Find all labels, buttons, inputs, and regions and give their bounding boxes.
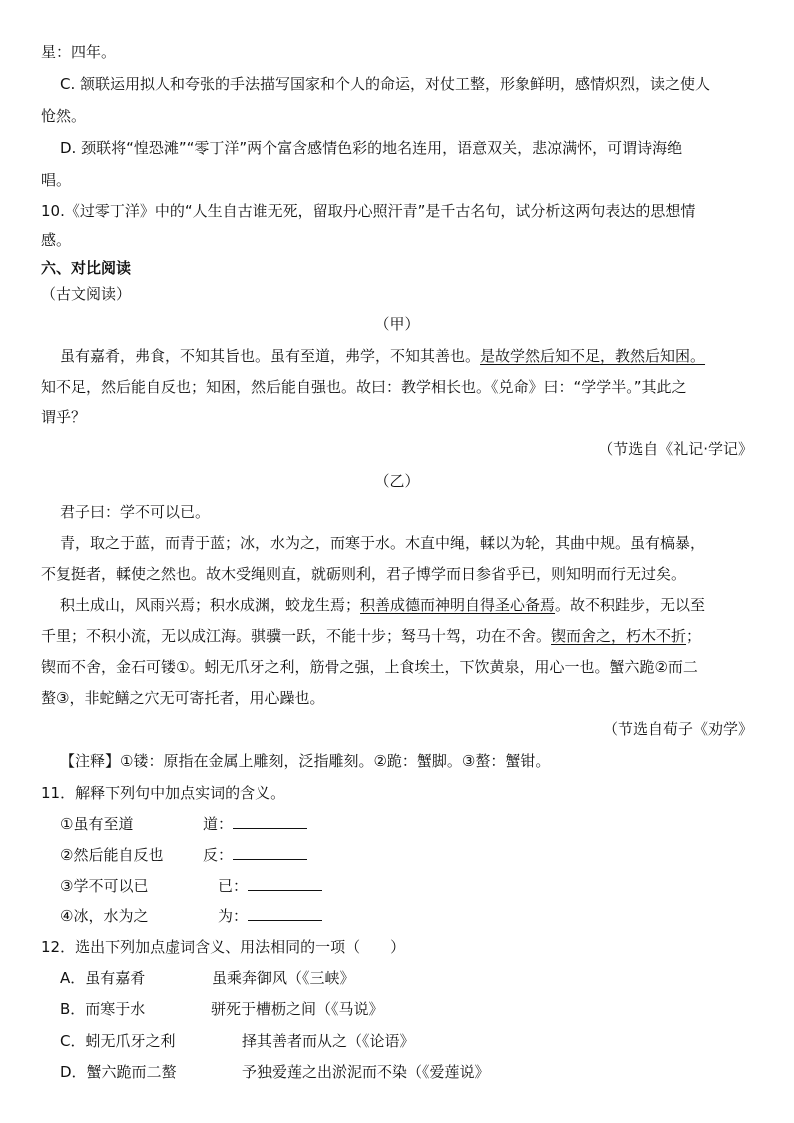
passage-b-underlined-sentence-2: 锲而舍之，朽木不折 bbox=[551, 627, 687, 645]
passage-a-heading: （甲） bbox=[374, 315, 420, 333]
passage-b-para1: 君子曰：学不可以已。 bbox=[60, 503, 211, 521]
q12-title: 12．选出下列加点虚词含义、用法相同的一项（ ） bbox=[41, 938, 406, 956]
section-subtitle: （古文阅读） bbox=[41, 285, 132, 303]
passage-b-para3-line3: 锲而不舍，金石可镂①。蚓无爪牙之利，筋骨之强，上食埃土，下饮黄泉，用心一也。蟹六跪②而二 bbox=[41, 658, 698, 676]
q9-option-c-line2: 怆然。 bbox=[41, 107, 87, 125]
q11-item-2-answer bbox=[203, 845, 307, 865]
q11-item-2-blank[interactable] bbox=[233, 845, 307, 860]
q12-option-b-label[interactable]: B．而寒于水 bbox=[60, 1000, 146, 1018]
q12-option-a-label[interactable]: A．虽有嘉肴 bbox=[60, 969, 146, 987]
q10-line1: 10.《过零丁洋》中的“人生自古谁无死，留取丹心照汗青”是千古名句，试分析这两句表达的思想情 bbox=[41, 202, 696, 220]
passage-a-line3: 谓乎？ bbox=[41, 408, 87, 426]
section-title: 六、对比阅读 bbox=[41, 259, 132, 277]
passage-b-underlined-sentence-1: 积善成德而神明自得圣心备焉 bbox=[360, 596, 556, 614]
q11-item-3-answer bbox=[218, 876, 322, 896]
q11-title: 11．解释下列句中加点实词的含义。 bbox=[41, 784, 286, 802]
q11-item-4-answer bbox=[218, 906, 322, 926]
q11-item-1-answer bbox=[203, 814, 307, 834]
q11-item-4-blank[interactable] bbox=[248, 906, 322, 921]
q12-option-d-label[interactable]: D．蟹六跪而二螯 bbox=[60, 1063, 177, 1081]
passage-b-para3-line1-pre: 积土成山，风雨兴焉；积水成渊，蛟龙生焉； bbox=[60, 596, 361, 614]
passage-b-para3-line1-post: 。故不积跬步，无以至 bbox=[555, 596, 706, 614]
q11-item-3-word: 已： bbox=[218, 877, 249, 895]
q9-line0: 星：四年。 bbox=[41, 43, 117, 61]
passage-b-para3-line2-pre: 千里；不积小流，无以成江海。骐骥一跃，不能十步；驽马十驾，功在不舍。 bbox=[41, 627, 552, 645]
annotation-notes: 【注释】①镂：原指在金属上雕刻，泛指雕刻。②跪：蟹脚。③螯：蟹钳。 bbox=[60, 752, 551, 770]
q11-item-3-sentence: ③学不可以已 bbox=[60, 877, 149, 895]
q12-option-a-compare: 虽乘奔御风（《三峡》 bbox=[212, 969, 355, 987]
q11-item-2-sentence: ②然后能自反也 bbox=[60, 846, 164, 864]
q11-item-1-blank[interactable] bbox=[233, 814, 307, 829]
q12-option-c-compare: 择其善者而从之（《论语》 bbox=[242, 1032, 415, 1050]
q9-option-c-line1: C. 颔联运用拟人和夸张的手法描写国家和个人的命运，对仗工整，形象鲜明，感情炽烈，读之使人 bbox=[60, 75, 711, 93]
q11-item-4-word: 为： bbox=[218, 907, 249, 925]
q9-option-d-line1: D. 颈联将“惶恐滩”“零丁洋”两个富含感情色彩的地名连用，语意双关，悲凉满怀，可谓诗海绝 bbox=[60, 139, 683, 157]
passage-a-source: （节选自《礼记·学记》 bbox=[598, 440, 753, 458]
q11-item-2-word: 反： bbox=[203, 846, 234, 864]
passage-b-para2-line1: 青，取之于蓝，而青于蓝；冰，水为之，而寒于水。木直中绳，輮以为轮，其曲中规。虽有槁暴， bbox=[60, 534, 706, 552]
passage-b-para3-line1 bbox=[60, 595, 705, 615]
q12-option-c-label[interactable]: C．蚓无爪牙之利 bbox=[60, 1032, 176, 1050]
passage-a-line2: 知不足，然后能自反也；知困，然后能自强也。故曰：教学相长也。《兑命》曰：“学学半。”其此之 bbox=[41, 378, 687, 396]
q11-item-1-sentence: ①虽有至道 bbox=[60, 815, 134, 833]
passage-b-para3-line2-post: ； bbox=[686, 627, 702, 645]
passage-b-para3-line2 bbox=[41, 626, 701, 646]
q11-item-1-word: 道： bbox=[203, 815, 234, 833]
q11-item-3-blank[interactable] bbox=[248, 876, 322, 891]
passage-a-line1-text: 虽有嘉肴，弗食，不知其旨也。虽有至道，弗学，不知其善也。 bbox=[60, 347, 481, 365]
passage-b-para2-line2: 不复挺者，輮使之然也。故木受绳则直，就砺则利，君子博学而日参省乎已，则知明而行无过矣。 bbox=[41, 565, 687, 583]
passage-b-heading: （乙） bbox=[374, 472, 420, 490]
passage-a-underlined-sentence: 是故学然后知不足，教然后知困。 bbox=[480, 347, 706, 365]
q12-option-d-compare: 予独爱莲之出淤泥而不染（《爱莲说》 bbox=[242, 1063, 490, 1081]
q12-option-b-compare: 骈死于槽枥之间（《马说》 bbox=[211, 1000, 384, 1018]
q10-line2: 感。 bbox=[41, 231, 72, 249]
q11-item-4-sentence: ④冰，水为之 bbox=[60, 907, 149, 925]
passage-b-para3-line4: 螯③，非蛇鳝之穴无可寄托者，用心躁也。 bbox=[41, 689, 325, 707]
q9-option-d-line2: 唱。 bbox=[41, 171, 72, 189]
passage-b-source: （节选自荀子《劝学》 bbox=[602, 720, 753, 738]
passage-a-line1 bbox=[60, 346, 705, 366]
